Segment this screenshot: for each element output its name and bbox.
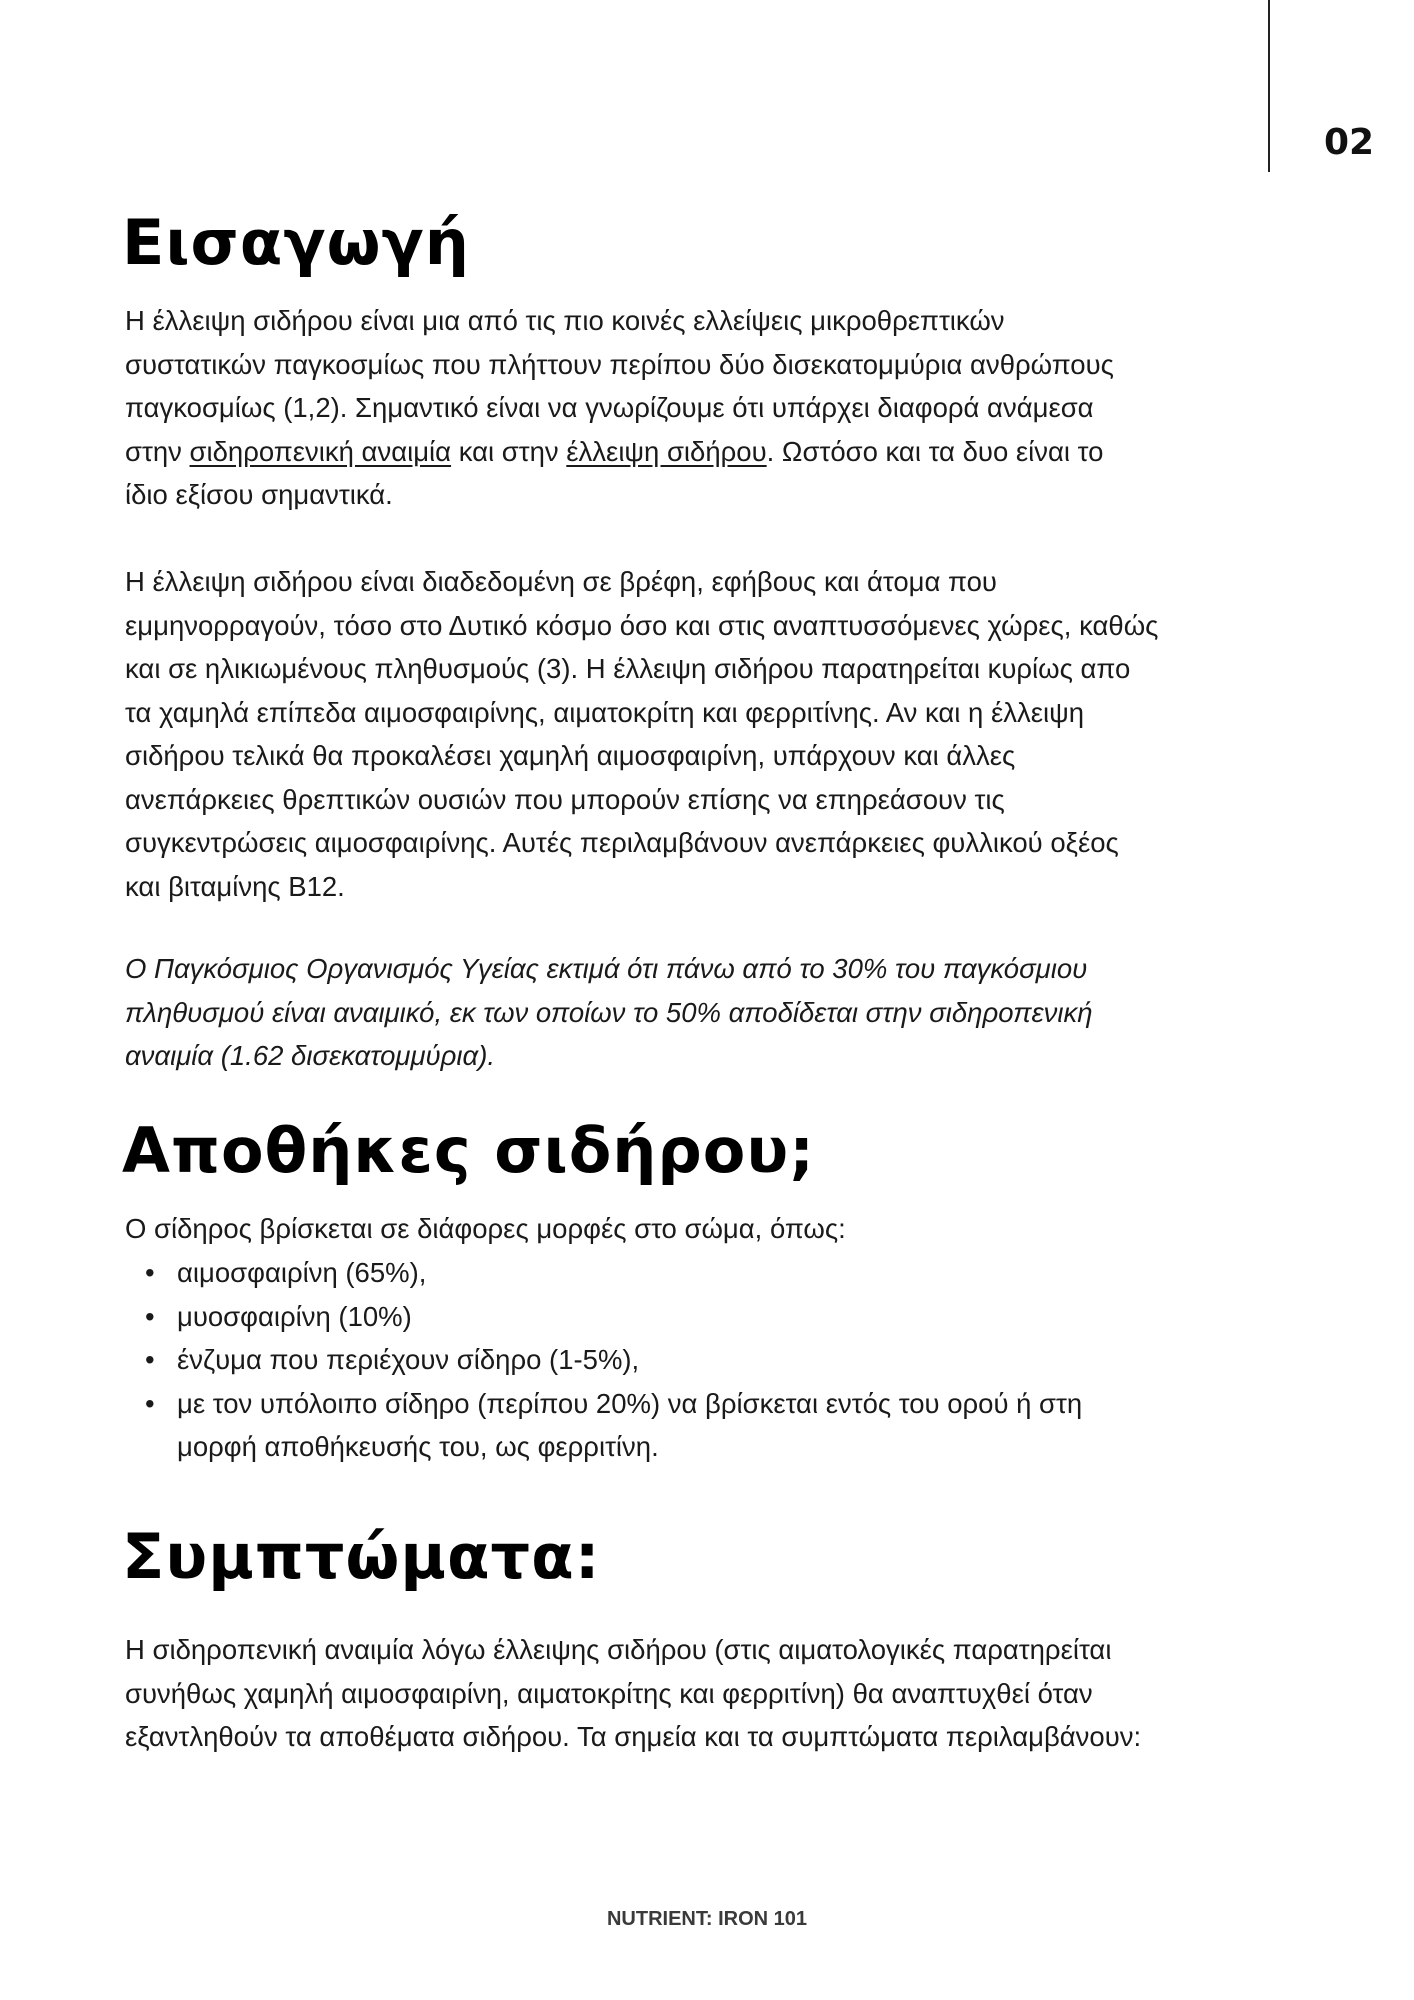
heading-iron-stores: Αποθήκες σιδήρου; <box>122 1114 816 1187</box>
list-item-text: ένζυμα που περιέχουν σίδηρο (1-5%), <box>177 1344 640 1375</box>
text-line: Ο Παγκόσμιος Οργανισμός Υγείας εκτιμά ότι πάνω από το 30% του παγκόσμιου <box>125 953 1088 984</box>
text-line: και σε ηλικιωμένους πληθυσμούς (3). Η έλλειψη σιδήρου παρατηρείται κυρίως απο <box>125 653 1131 684</box>
bullet-icon: • <box>145 1344 155 1375</box>
symptoms-paragraph <box>125 1628 1141 1759</box>
text-line: και βιταμίνης Β12. <box>125 870 345 902</box>
stores-intro: Ο σίδηρος βρίσκεται σε διάφορες μορφές στο σώμα, όπως: <box>125 1213 846 1244</box>
intro-paragraph-who <box>125 947 1092 1078</box>
text: . Ωστόσο και τα δυο είναι το <box>766 435 1104 467</box>
text-line: αναιμία (1.62 δισεκατομμύρια). <box>125 1040 495 1071</box>
bullet-icon: • <box>145 1387 155 1419</box>
text-line: σιδήρου τελικά θα προκαλέσει χαμηλή αιμοσφαιρίνη, υπάρχουν και άλλες <box>125 740 1016 771</box>
heading-symptoms: Συμπτώματα: <box>122 1520 601 1593</box>
header-divider <box>1268 0 1270 172</box>
text-line: συνήθως χαμηλή αιμοσφαιρίνη, αιματοκρίτης και φερριτίνη) θα αναπτυχθεί όταν <box>125 1677 1093 1709</box>
stores-list <box>125 1251 1082 1469</box>
text: και στην <box>451 435 567 467</box>
list-item-text: με τον υπόλοιπο σίδηρο (περίπου 20%) να βρίσκεται εντός του ορού ή στη <box>177 1387 1083 1419</box>
text-line: συγκεντρώσεις αιμοσφαιρίνης. Αυτές περιλαμβάνουν ανεπάρκειες φυλλικού οξέος <box>125 827 1119 858</box>
text-line: τα χαμηλά επίπεδα αιμοσφαιρίνης, αιματοκρίτη και φερριτίνης. Αν και η έλλειψη <box>125 696 1084 728</box>
heading-intro: Εισαγωγή <box>122 206 470 279</box>
list-item-text: μυοσφαιρίνη (10%) <box>177 1300 412 1332</box>
text-line: ανεπάρκειες θρεπτικών ουσιών που μπορούν επίσης να επηρεάσουν τις <box>125 783 1005 815</box>
text-line: συστατικών παγκοσμίως που πλήττουν περίπου δύο δισεκατομμύρια ανθρώπους <box>125 348 1114 380</box>
text: στην <box>125 435 190 467</box>
link-iron-deficiency-anemia[interactable]: σιδηροπενική αναιμία <box>189 435 452 467</box>
text-line: παγκοσμίως (1,2). Σημαντικό είναι να γνωρίζουμε ότι υπάρχει διαφορά ανάμεσα <box>125 392 1094 423</box>
intro-paragraph-1 <box>125 299 1114 517</box>
bullet-icon: • <box>145 1300 155 1332</box>
text-line: ίδιο εξίσου σημαντικά. <box>125 479 393 510</box>
page-number: 02 <box>1324 122 1375 163</box>
text-line: Η έλλειψη σιδήρου είναι διαδεδομένη σε βρέφη, εφήβους και άτομα που <box>125 566 997 597</box>
text-line: Η έλλειψη σιδήρου είναι μια από τις πιο κοινές ελλείψεις μικροθρεπτικών <box>125 305 1005 336</box>
list-item <box>125 1382 1082 1469</box>
footer-title: NUTRIENT: IRON 101 <box>606 1908 808 1930</box>
text-line: πληθυσμού είναι αναιμικό, εκ των οποίων το 50% αποδίδεται στην σιδηροπενική <box>125 996 1093 1028</box>
bullet-icon: • <box>145 1257 155 1288</box>
list-item <box>125 1338 1082 1382</box>
link-iron-deficiency[interactable]: έλλειψη σιδήρου <box>566 435 767 467</box>
list-item-text: αιμοσφαιρίνη (65%), <box>177 1257 427 1288</box>
intro-paragraph-2 <box>125 560 1158 908</box>
text-line: εξαντληθούν τα αποθέματα σιδήρου. Τα σημεία και τα συμπτώματα περιλαμβάνουν: <box>125 1721 1142 1752</box>
list-item-text: μορφή αποθήκευσής του, ως φερριτίνη. <box>177 1431 659 1462</box>
text-line <box>125 430 1114 474</box>
text-line: εμμηνορραγούν, τόσο στο Δυτικό κόσμο όσο και στις αναπτυσσόμενες χώρες, καθώς <box>125 609 1159 641</box>
list-item <box>125 1251 1082 1295</box>
text-line: Η σιδηροπενική αναιμία λόγω έλλειψης σιδήρου (στις αιματολογικές παρατηρείται <box>125 1634 1112 1665</box>
list-item <box>125 1295 1082 1339</box>
